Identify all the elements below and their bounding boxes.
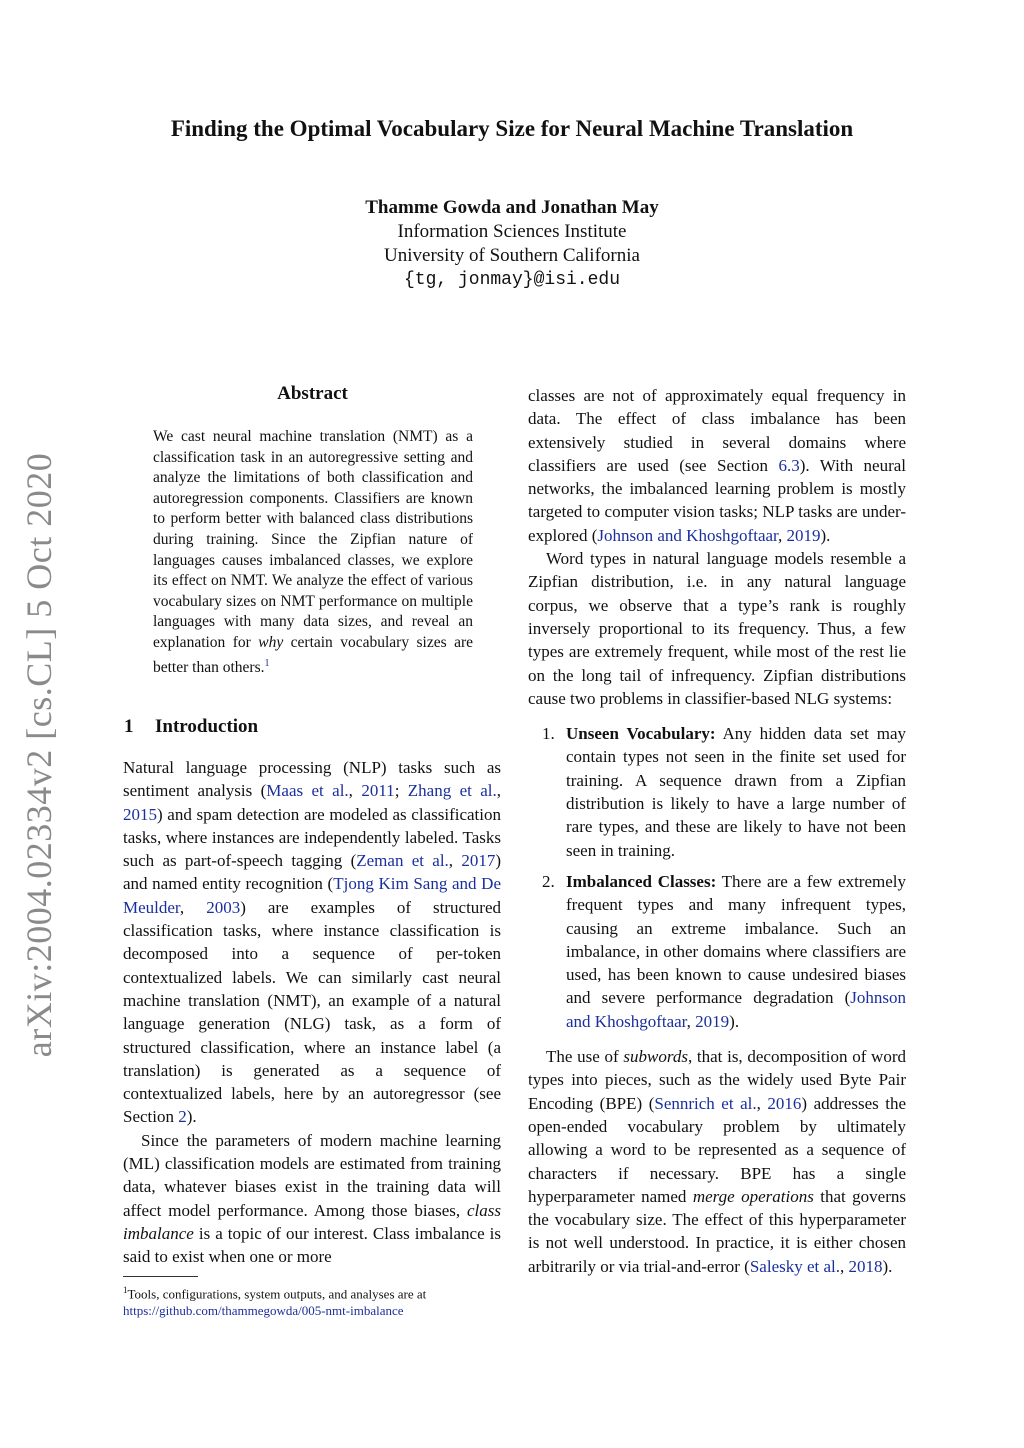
author-institute: Information Sciences Institute <box>397 221 627 242</box>
citation-year-link[interactable]: 2011 <box>361 781 395 801</box>
list-text: There are a few extremely frequent types and many infrequent types, causing an extreme imbalance. Such an imbalance, in other domains where classifiers are used, has been known to cause undesired biases and severe performance degradation ( <box>566 871 906 1008</box>
paper-title: Finding the Optimal Vocabulary Size for Neural Machine Translation <box>170 116 854 141</box>
citation-link[interactable]: Zeman et al. <box>356 851 449 871</box>
citation-link[interactable]: Maas et al. <box>266 781 349 801</box>
footnote-url-link[interactable]: https://github.com/thammegowda/005-nmt-imbalance <box>123 1303 404 1319</box>
intro-paragraph-2: Since the parameters of modern machine learning (ML) classification models are estimated from training data, whatever biases exist in the training data will affect model performance. Among those biases, class imbalance is a topic of our interest. Class imbalance is said to exist when one or more <box>123 1130 501 1267</box>
citation-year-link[interactable]: 2003 <box>206 897 241 917</box>
list-text: Any hidden data set may contain types not seen in the finite set used for training. A sequence drawn from a Zipfian distribution is likely to have a large number of rare types, and these are likely to have not been seen in training. <box>566 724 906 860</box>
footnote-text: Tools, configurations, system outputs, and analyses are at <box>127 1286 427 1302</box>
section-title: Introduction <box>155 716 259 737</box>
citation-year-link[interactable]: 2019 <box>786 525 821 545</box>
citation-link[interactable]: Sennrich et al. <box>654 1093 757 1113</box>
citation-link[interactable]: Zhang et al. <box>407 781 497 801</box>
author-email: {tg, jonmay}@isi.edu <box>403 270 621 290</box>
citation-year-link[interactable]: 2016 <box>767 1093 802 1113</box>
arxiv-stamp <box>14 452 64 1058</box>
citation-link[interactable]: Johnson and Khoshgoftaar <box>566 988 906 1031</box>
footnote <box>123 1282 503 1319</box>
section-number: 1 <box>124 716 134 737</box>
author-block <box>0 196 1024 292</box>
citation-year-link[interactable]: 2018 <box>848 1256 883 1276</box>
section-ref-link[interactable]: 2 <box>178 1107 187 1127</box>
footnote-marker[interactable]: 1 <box>264 657 270 669</box>
footnote-rule <box>123 1276 198 1277</box>
list-marker: 2. <box>542 871 555 891</box>
citation-year-link[interactable]: 2019 <box>695 1011 730 1031</box>
list-term: Unseen Vocabulary: <box>566 724 716 744</box>
list-item: 2. Imbalanced Classes: There are a few extremely frequent types and many infrequent types, causing an extreme imbalance. Such an imbalance, in other domains where classifiers are used, has been known to cause undesired biases and severe performance degradation (Johnson and Khoshgoftaar, 2019). <box>542 871 906 1031</box>
footnote-number: 1 <box>123 1285 128 1295</box>
abstract-text-end: certain vocabulary sizes are better than others. <box>153 633 473 676</box>
abstract-heading: Abstract <box>277 383 348 404</box>
author-university: University of Southern California <box>384 245 640 266</box>
abstract-emphasis: why <box>258 633 284 651</box>
citation-year-link[interactable]: 2017 <box>461 851 496 871</box>
right-paragraph-3: The use of subwords, that is, decomposition of word types into pieces, such as the widely used Byte Pair Encoding (BPE) (Sennrich et al., 2016) addresses the open-ended vocabulary problem by ultimately allowing a word to be represented as a sequence of characters if necessary. BPE has a single hyperparameter named merge operations that governs the vocabulary size. The effect of this hyperparameter is not well understood. In practice, it is either chosen arbitrarily or via trial-and-error (Salesky et al., 2018). <box>528 1047 907 1276</box>
abstract-body <box>153 427 473 678</box>
left-column <box>123 756 501 1269</box>
citation-link[interactable]: Salesky et al. <box>749 1256 841 1276</box>
right-column <box>528 384 906 1278</box>
problem-list <box>528 722 906 1033</box>
list-item <box>528 722 906 862</box>
citation-link[interactable]: Tjong Kim Sang and De Meulder <box>123 874 501 917</box>
arxiv-stamp-text: arXiv:2004.02334v2 [cs.CL] 5 Oct 2020 <box>19 452 60 1058</box>
list-marker: 1. <box>542 724 555 744</box>
section-ref-link[interactable]: 6.3 <box>778 455 800 475</box>
citation-link[interactable]: Johnson and Khoshgoftaar <box>597 525 779 545</box>
right-paragraph-1: classes are not of approximately equal frequency in data. The effect of class imbalance has been extensively studied in several domains where classifiers are used (see Section 6.3). With neural networks, the imbalanced learning problem is mostly targeted to computer vision tasks; NLP tasks are under-explored (Johnson and Khoshgoftaar, 2019). <box>528 386 906 545</box>
abstract-text: We cast neural machine translation (NMT) as a classification task in an autoregressive setting and analyze the limitations of both classification and autoregression components. Classifiers are known to perform better with balanced class distributions during training. Since the Zipfian nature of languages causes imbalanced classes, we explore its effect on NMT. We analyze the effect of various vocabulary sizes on NMT performance on multiple languages with many data sizes, and reveal an explanation for <box>153 428 473 651</box>
author-names: Thamme Gowda and Jonathan May <box>365 197 659 218</box>
right-paragraph-2: Word types in natural language models resemble a Zipfian distribution, i.e. in any natural language corpus, we observe that a type’s rank is roughly inversely proportional to its frequency. Thus, a few types are extremely frequent, while most of the rest lie on the long tail of infrequency. Zipfian distributions cause two problems in classifier-based NLG systems: <box>528 549 906 708</box>
section-heading-introduction <box>124 716 258 738</box>
citation-year-link[interactable]: 2015 <box>123 804 157 824</box>
intro-paragraph-1: Natural language processing (NLP) tasks such as sentiment analysis (Maas et al., 2011; Zhang et al., 2015) and spam detection are modeled as classification tasks, where instances are independently labeled. Tasks such as part-of-speech tagging (Zeman et al., 2017) and named entity recognition (Tjong Kim Sang and De Meulder, 2003) are examples of structured classification tasks, where instance classification is decomposed into a sequence of per-token contextualized labels. We can similarly cast neural machine translation (NMT), an example of a natural language generation (NLG) task, as a form of structured classification, where an instance label (a translation) is generated as a sequence of contextualized labels, here by an autoregressor (see Section 2). <box>123 758 502 1127</box>
list-term: Imbalanced Classes: <box>566 871 717 891</box>
